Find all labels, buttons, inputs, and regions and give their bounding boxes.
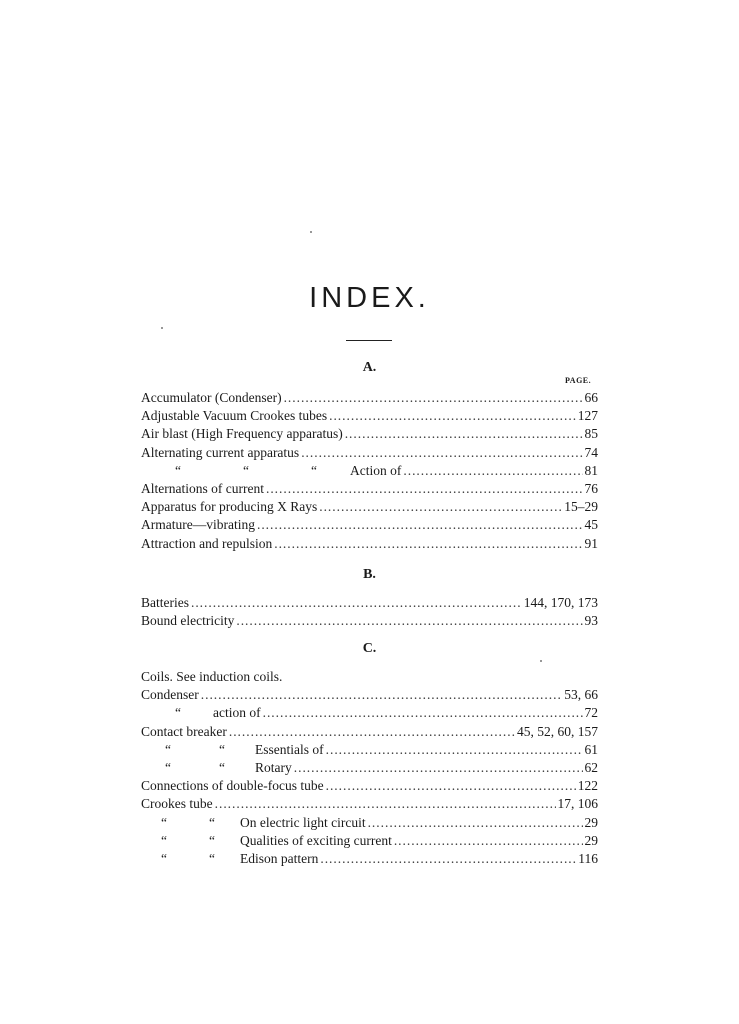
dot-leader [229, 723, 515, 741]
page-number: 74 [584, 444, 598, 460]
page-number: 53, 66 [564, 687, 598, 703]
entry-label [141, 759, 292, 777]
page-number: 62 [584, 759, 598, 775]
page-number: 29 [584, 814, 598, 830]
page-number: 116 [578, 850, 598, 866]
entry-label: Bound electricity [141, 613, 235, 629]
page-number: 144, 170, 173 [523, 595, 598, 610]
paper-speck [161, 327, 163, 329]
dot-leader [201, 686, 563, 704]
title-rule [346, 340, 392, 341]
entry-label: Armature—vibrating [141, 517, 255, 533]
dot-leader [284, 389, 583, 407]
page-title: INDEX. [309, 282, 430, 314]
dot-leader [326, 777, 576, 795]
entry-label: Alternations of current [141, 480, 264, 496]
page-number: 91 [584, 535, 598, 551]
dot-leader [320, 850, 576, 868]
page-number: 45 [584, 517, 598, 533]
index-entry [141, 795, 598, 813]
entry-label [141, 704, 261, 722]
index-entry [141, 498, 598, 516]
entry-label [141, 832, 392, 850]
dot-leader [257, 516, 583, 534]
entry-label: Coils. See induction coils. [141, 669, 283, 684]
ditto-mark: “ [243, 462, 249, 478]
section-letter-a: A. [362, 360, 377, 375]
index-entry [141, 535, 598, 553]
index-entry [141, 612, 598, 630]
dot-leader [403, 462, 582, 480]
entry-label: Accumulator (Condenser) [141, 390, 282, 405]
index-entry [141, 777, 598, 795]
entry-text: Qualities of exciting current [240, 832, 392, 848]
entry-label [141, 462, 401, 480]
dot-leader [266, 480, 583, 498]
entry-label: Contact breaker [141, 723, 227, 739]
entry-text: action of [213, 705, 261, 721]
entry-label: Condenser [141, 687, 199, 703]
page-number: 17, 106 [557, 796, 598, 812]
page-number: 61 [584, 741, 598, 757]
dot-leader [274, 535, 582, 553]
section-b-entries [141, 594, 598, 630]
entry-label: Apparatus for producing X Rays [141, 499, 318, 515]
page-number: 15–29 [564, 499, 598, 515]
section-c-entries [141, 668, 598, 868]
entry-label: Air blast (High Frequency apparatus) [141, 426, 343, 442]
entry-text: Rotary [255, 759, 292, 775]
section-a-entries [141, 389, 598, 553]
dot-leader [319, 498, 562, 516]
entry-label [141, 741, 324, 759]
ditto-mark: “ [161, 832, 167, 848]
index-entry [141, 686, 598, 704]
entry-label: Batteries [141, 595, 189, 610]
dot-leader [301, 444, 582, 462]
index-entry [141, 668, 598, 686]
ditto-mark: “ [209, 832, 215, 848]
page-number: 127 [577, 408, 598, 424]
index-entry [141, 594, 598, 612]
dot-leader [236, 612, 582, 630]
dot-leader [215, 795, 556, 813]
page-column-heading: PAGE. [565, 376, 592, 385]
ditto-mark: “ [209, 814, 215, 830]
entry-label: Crookes tube [141, 796, 213, 812]
entry-label: Connections of double-focus tube [141, 778, 324, 794]
page-number: 81 [584, 462, 598, 478]
ditto-mark: “ [161, 850, 167, 866]
entry-label: Attraction and repulsion [141, 535, 273, 551]
paper-speck [310, 231, 312, 233]
dot-leader [394, 832, 583, 850]
index-entry [141, 814, 598, 832]
dot-leader [368, 814, 583, 832]
index-entry [141, 480, 598, 498]
entry-label [141, 814, 366, 832]
index-entry [141, 832, 598, 850]
page-number: 29 [584, 832, 598, 848]
dot-leader [326, 741, 583, 759]
entry-text: On electric light circuit [240, 814, 366, 830]
ditto-mark: “ [209, 850, 215, 866]
ditto-mark: “ [165, 759, 171, 775]
ditto-mark: “ [219, 759, 225, 775]
dot-leader [191, 594, 522, 612]
index-entry [141, 741, 598, 759]
index-entry [141, 425, 598, 443]
ditto-mark: “ [165, 741, 171, 757]
index-entry [141, 444, 598, 462]
ditto-mark: “ [311, 462, 317, 478]
page-number: 76 [584, 480, 598, 496]
page-number: 85 [584, 426, 598, 442]
index-entry [141, 723, 598, 741]
page-number: 93 [584, 613, 598, 629]
index-entry [141, 462, 598, 480]
page-number: 72 [584, 705, 598, 721]
index-entry [141, 850, 598, 868]
page-number: 66 [584, 390, 598, 405]
section-letter-b: B. [363, 567, 376, 582]
ditto-mark: “ [175, 462, 181, 478]
paper-speck [540, 660, 542, 662]
section-letter-c: C. [362, 641, 377, 656]
dot-leader [329, 407, 576, 425]
dot-leader [345, 425, 583, 443]
page-number: 122 [577, 778, 598, 794]
ditto-mark: “ [161, 814, 167, 830]
index-entry [141, 407, 598, 425]
page-number: 45, 52, 60, 157 [517, 723, 598, 739]
entry-label [141, 850, 318, 868]
index-entry [141, 516, 598, 534]
ditto-mark: “ [219, 741, 225, 757]
index-entry [141, 704, 598, 722]
entry-label: Adjustable Vacuum Crookes tubes [141, 408, 328, 424]
entry-label: Alternating current apparatus [141, 444, 300, 460]
entry-text: Essentials of [255, 741, 324, 757]
dot-leader [294, 759, 583, 777]
index-entry [141, 389, 598, 407]
entry-text: Action of [350, 462, 402, 478]
dot-leader [263, 704, 583, 722]
index-entry [141, 759, 598, 777]
ditto-mark: “ [175, 705, 181, 721]
entry-text: Edison pattern [240, 850, 319, 866]
